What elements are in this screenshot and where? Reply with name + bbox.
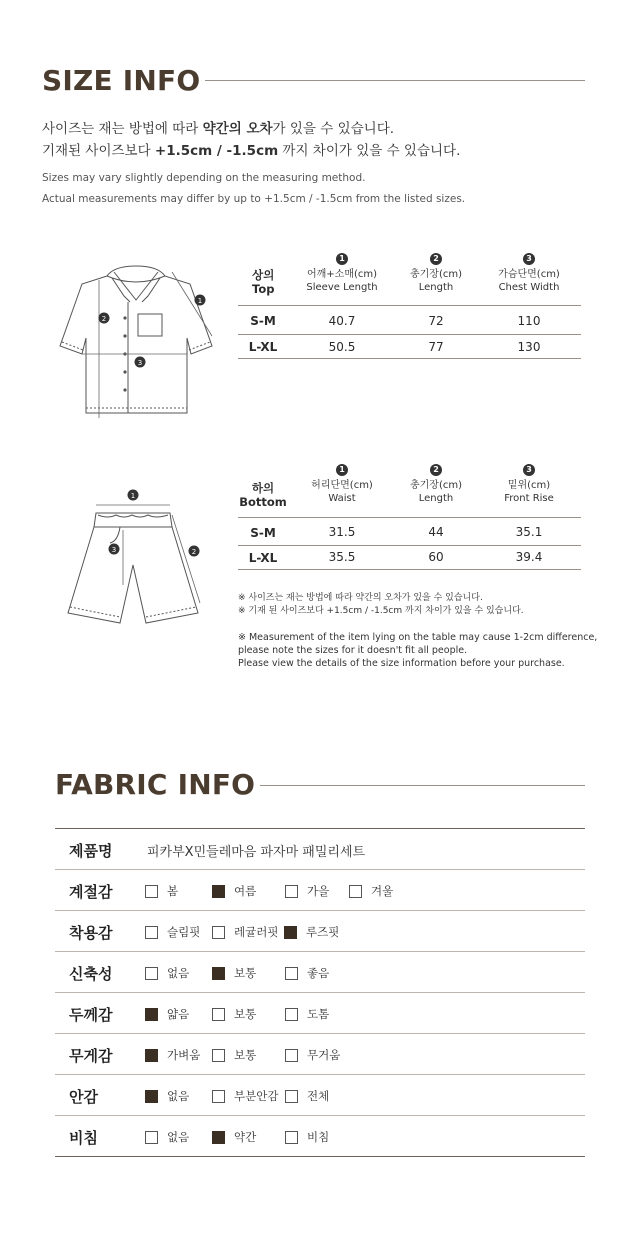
checkbox bbox=[349, 885, 362, 898]
checkbox-checked bbox=[212, 967, 225, 980]
fabric-row-label: 비침 bbox=[69, 1129, 98, 1147]
fabric-option: 없음 bbox=[145, 1088, 189, 1104]
top-row-size: L-XL bbox=[248, 340, 278, 354]
size-note-en: Sizes may vary slightly depending on the measuring method. Actual measurements may differ by up to +1.5cm / -1.5cm from the listed sizes. bbox=[42, 172, 466, 205]
top-kind-label: 상의 Top bbox=[252, 268, 275, 296]
bottom-value: 60 bbox=[428, 550, 444, 564]
checkbox bbox=[145, 926, 158, 939]
fabric-row-season bbox=[55, 870, 585, 911]
fabric-row-label: 착용감 bbox=[69, 924, 113, 942]
bottom-value: 44 bbox=[428, 525, 444, 539]
checkbox bbox=[212, 926, 225, 939]
fabric-option: 좋음 bbox=[285, 965, 329, 981]
bottom-size-table bbox=[238, 463, 581, 573]
fabric-row-label: 제품명 bbox=[69, 842, 113, 860]
fabric-option: 겨울 bbox=[349, 883, 393, 899]
top-row-size: S-M bbox=[250, 314, 276, 328]
product-name: 피카부X민들레마음 파자마 패밀리세트 bbox=[147, 845, 366, 860]
checkbox bbox=[285, 1049, 298, 1062]
fabric-row-stretch bbox=[55, 952, 585, 993]
size-info-title: SIZE INFO bbox=[42, 64, 201, 97]
checkbox bbox=[212, 1008, 225, 1021]
pajama-shirt-icon bbox=[52, 258, 222, 423]
fabric-option: 없음 bbox=[145, 965, 189, 981]
size-info-divider bbox=[205, 80, 585, 81]
bottom-kind-label: 하의 Bottom bbox=[239, 481, 287, 509]
fabric-option: 가벼움 bbox=[145, 1047, 200, 1063]
fabric-option: 보통 bbox=[212, 1047, 256, 1063]
top-value: 50.5 bbox=[328, 340, 356, 354]
checkbox bbox=[145, 885, 158, 898]
top-value: 72 bbox=[428, 314, 444, 328]
top-value: 130 bbox=[517, 340, 541, 354]
fabric-row-label: 계절감 bbox=[69, 883, 113, 901]
bottom-value: 39.4 bbox=[515, 550, 543, 564]
svg-text:1: 1 bbox=[197, 297, 203, 305]
checkbox bbox=[145, 967, 158, 980]
fabric-option: 여름 bbox=[212, 883, 256, 899]
bottom-value: 31.5 bbox=[328, 525, 356, 539]
size-disclaimer-kr: ※ 사이즈는 재는 방법에 따라 약간의 오차가 있을 수 있습니다. ※ 기재 된 사이즈보다 +1.5cm / -1.5cm 까지 차이가 있을 수 있습니다. bbox=[238, 593, 524, 616]
svg-text:1: 1 bbox=[130, 492, 136, 500]
fabric-row-thickness bbox=[55, 993, 585, 1034]
checkbox bbox=[145, 1131, 158, 1144]
pajama-shorts-icon bbox=[58, 485, 208, 630]
fabric-row-label: 안감 bbox=[69, 1088, 98, 1106]
checkbox bbox=[285, 1090, 298, 1103]
bottom-col-1: 1 허리단면(cm) Waist bbox=[311, 465, 373, 504]
fabric-option: 가을 bbox=[285, 883, 329, 899]
fabric-row-label: 무게감 bbox=[69, 1047, 113, 1065]
svg-text:2: 2 bbox=[191, 548, 197, 556]
checkbox-checked bbox=[145, 1090, 158, 1103]
checkbox bbox=[212, 1049, 225, 1062]
top-col-2: 2 총기장(cm) Length bbox=[409, 254, 463, 293]
fabric-option: 보통 bbox=[212, 1006, 256, 1022]
top-col-1: 1 어깨+소매(cm) Sleeve Length bbox=[306, 254, 378, 293]
fabric-option: 슬림핏 bbox=[145, 924, 200, 940]
top-value: 40.7 bbox=[328, 314, 356, 328]
fabric-row-lining bbox=[55, 1075, 585, 1116]
fabric-info-title: FABRIC INFO bbox=[55, 768, 256, 801]
bottom-row-size: L-XL bbox=[248, 551, 278, 565]
fabric-option: 루즈핏 bbox=[284, 924, 339, 940]
fabric-option: 레귤러핏 bbox=[212, 924, 278, 940]
fabric-option: 무거움 bbox=[285, 1047, 340, 1063]
top-value: 110 bbox=[517, 314, 541, 328]
fabric-option: 부분안감 bbox=[212, 1088, 278, 1104]
svg-text:2: 2 bbox=[101, 315, 107, 323]
fabric-row-product bbox=[55, 829, 585, 870]
size-note-kr: 사이즈는 재는 방법에 따라 약간의 오차가 있을 수 있습니다. 기재된 사이즈보다 +1.5cm / -1.5cm 까지 차이가 있을 수 있습니다. bbox=[42, 121, 461, 159]
fabric-info-divider bbox=[260, 785, 585, 786]
top-col-3: 3 가슴단면(cm) Chest Width bbox=[498, 254, 560, 293]
fabric-option: 보통 bbox=[212, 965, 256, 981]
fabric-option: 없음 bbox=[145, 1129, 189, 1145]
checkbox-checked bbox=[284, 926, 297, 939]
fabric-option: 봄 bbox=[145, 883, 178, 899]
checkbox bbox=[285, 967, 298, 980]
bottom-col-2: 2 총기장(cm) Length bbox=[409, 465, 463, 504]
fabric-row-label: 두께감 bbox=[69, 1006, 113, 1024]
fabric-option: 약간 bbox=[212, 1129, 256, 1145]
svg-text:3: 3 bbox=[137, 359, 143, 367]
fabric-option: 전체 bbox=[285, 1088, 329, 1104]
fabric-option: 비침 bbox=[285, 1129, 329, 1145]
checkbox bbox=[212, 1090, 225, 1103]
bottom-value: 35.5 bbox=[328, 550, 356, 564]
checkbox-checked bbox=[145, 1008, 158, 1021]
fabric-option: 얇음 bbox=[145, 1006, 189, 1022]
fabric-option: 도톰 bbox=[285, 1006, 329, 1022]
bottom-col-3: 3 밑위(cm) Front Rise bbox=[504, 465, 554, 504]
fabric-row-sheerness bbox=[55, 1116, 585, 1157]
fabric-row-weight bbox=[55, 1034, 585, 1075]
checkbox-checked bbox=[212, 885, 225, 898]
bottom-value: 35.1 bbox=[515, 525, 543, 539]
checkbox bbox=[285, 1008, 298, 1021]
fabric-row-fit bbox=[55, 911, 585, 952]
top-size-table bbox=[238, 252, 581, 362]
checkbox-checked bbox=[212, 1131, 225, 1144]
checkbox bbox=[285, 1131, 298, 1144]
size-disclaimer-en: ※ Measurement of the item lying on the table may cause 1-2cm difference, please note the sizes for it doesn't fit all people. Please view the details of the size information before your purchase. bbox=[238, 632, 598, 669]
fabric-row-label: 신축성 bbox=[69, 965, 113, 983]
top-value: 77 bbox=[428, 340, 444, 354]
bottom-row-size: S-M bbox=[250, 526, 276, 540]
svg-text:3: 3 bbox=[111, 546, 117, 554]
checkbox-checked bbox=[145, 1049, 158, 1062]
checkbox bbox=[285, 885, 298, 898]
